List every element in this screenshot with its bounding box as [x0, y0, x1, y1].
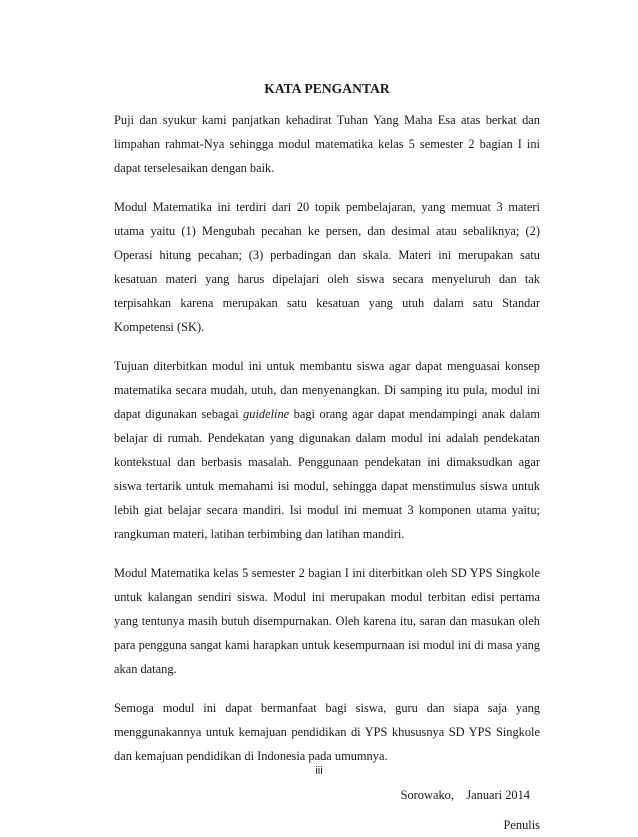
signature-place-date — [114, 783, 540, 807]
paragraph-3-after: bagi orang agar dapat mendampingi anak dalam belajar di rumah. Pendekatan yang digunakan dalam modul ini adalah pendekatan kontekstual dan berbasis masalah. Penggunaan pendekatan ini dimaksudkan agar siswa tertarik untuk memahami isi modul, sehingga dapat menstimulus siswa untuk lebih giat belajar secara mandiri. Isi modul ini memuat 3 komponen utama yaitu; rangkuman materi, latihan terbimbing dan latihan mandiri. — [114, 407, 540, 541]
place-date-text: Sorowako, Januari 2014 — [400, 788, 530, 802]
paragraph-5: Semoga modul ini dapat bermanfaat bagi siswa, guru dan siapa saja yang menggunakannya untuk kemajuan pendidikan di YPS khususnya SD YPS Singkole dan kemajuan pendidikan di Indonesia pada umumnya. — [114, 701, 540, 763]
paragraph-3 — [114, 354, 540, 546]
page-number: iii — [315, 765, 323, 777]
document-body — [114, 80, 540, 837]
paragraph-2: Modul Matematika ini terdiri dari 20 topik pembelajaran, yang memuat 3 materi utama yaitu (1) Mengubah pecahan ke persen, dan desimal atau sebaliknya; (2) Operasi hitung pecahan; (3) perbadingan dan skala. Materi ini merupakan satu kesatuan materi yang harus dipelajari oleh siswa secara menyeluruh dan tak terpisahkan karena merupakan satu kesatuan yang utuh dalam satu Standar Kompetensi (SK). — [114, 200, 540, 334]
paragraph-3-before: Tujuan diterbitkan modul ini untuk membantu siswa agar dapat menguasai konsep matematika secara mudah, utuh, dan menyenangkan. Di samping itu pula, modul ini dapat digunakan sebagai — [114, 359, 540, 421]
guideline-emphasis: guideline — [243, 407, 290, 421]
paragraph-1: Puji dan syukur kami panjatkan kehadirat Tuhan Yang Maha Esa atas berkat dan limpahan rahmat-Nya sehingga modul matematika kelas 5 semester 2 bagian I ini dapat terselesaikan dengan baik. — [114, 113, 540, 175]
signature-author: Penulis — [503, 818, 540, 832]
paragraph-4: Modul Matematika kelas 5 semester 2 bagian I ini diterbitkan oleh SD YPS Singkole untuk kalangan sendiri siswa. Modul ini merupakan modul terbitan edisi pertama yang tentunya masih butuh disempurnakan. Oleh karena itu, saran dan masukan oleh para pengguna sangat kami harapkan untuk kesempurnaan isi modul ini di masa yang akan datang. — [114, 566, 540, 676]
page-title: KATA PENGANTAR — [264, 81, 390, 96]
